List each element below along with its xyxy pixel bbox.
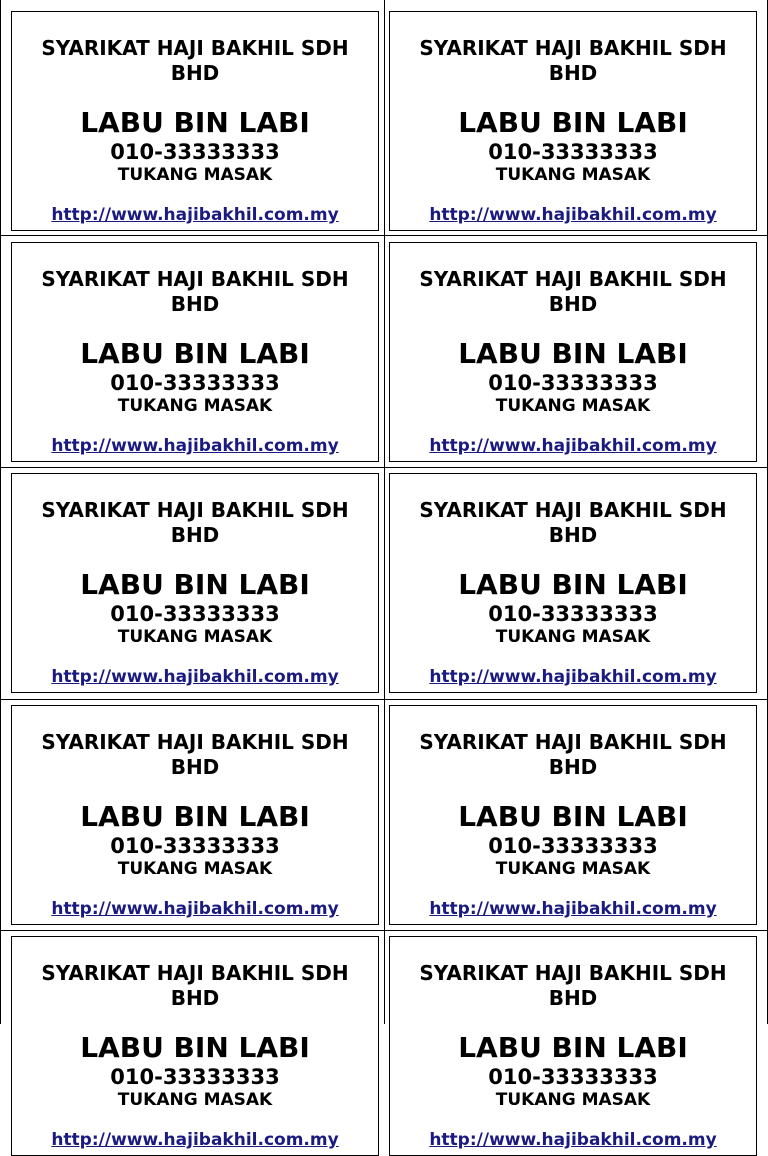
person-name: LABU BIN LABI — [80, 106, 310, 139]
job-title: TUKANG MASAK — [495, 1090, 651, 1110]
website-link[interactable]: http://www.hajibakhil.com.my — [51, 1130, 339, 1150]
job-title: TUKANG MASAK — [495, 859, 651, 879]
company-name: SYARIKAT HAJI BAKHIL SDH BHD — [41, 36, 349, 85]
row-divider-4 — [1, 930, 768, 931]
company-name: SYARIKAT HAJI BAKHIL SDH BHD — [41, 267, 349, 316]
row-divider-1 — [1, 235, 768, 236]
phone-number: 010-33333333 — [488, 371, 658, 395]
business-card — [389, 473, 757, 693]
website-link[interactable]: http://www.hajibakhil.com.my — [51, 667, 339, 687]
person-name: LABU BIN LABI — [80, 800, 310, 833]
phone-number: 010-33333333 — [110, 834, 280, 858]
website-link[interactable]: http://www.hajibakhil.com.my — [429, 899, 717, 919]
website-link[interactable]: http://www.hajibakhil.com.my — [429, 667, 717, 687]
business-card — [389, 936, 757, 1156]
company-name: SYARIKAT HAJI BAKHIL SDH BHD — [419, 961, 727, 1010]
job-title: TUKANG MASAK — [117, 396, 273, 416]
phone-number: 010-33333333 — [110, 140, 280, 164]
website-link[interactable]: http://www.hajibakhil.com.my — [51, 436, 339, 456]
business-card — [11, 936, 379, 1156]
company-name: SYARIKAT HAJI BAKHIL SDH BHD — [419, 730, 727, 779]
row-divider-2 — [1, 467, 768, 468]
business-card — [11, 11, 379, 231]
phone-number: 010-33333333 — [488, 602, 658, 626]
person-name: LABU BIN LABI — [80, 1031, 310, 1064]
company-name: SYARIKAT HAJI BAKHIL SDH BHD — [419, 498, 727, 547]
person-name: LABU BIN LABI — [80, 568, 310, 601]
business-card — [389, 242, 757, 462]
row-divider-3 — [1, 699, 768, 700]
phone-number: 010-33333333 — [110, 602, 280, 626]
phone-number: 010-33333333 — [110, 371, 280, 395]
website-link[interactable]: http://www.hajibakhil.com.my — [429, 205, 717, 225]
website-link[interactable]: http://www.hajibakhil.com.my — [429, 1130, 717, 1150]
phone-number: 010-33333333 — [488, 834, 658, 858]
business-card — [389, 11, 757, 231]
business-card — [11, 473, 379, 693]
business-card — [389, 705, 757, 925]
person-name: LABU BIN LABI — [458, 106, 688, 139]
website-link[interactable]: http://www.hajibakhil.com.my — [51, 205, 339, 225]
website-link[interactable]: http://www.hajibakhil.com.my — [51, 899, 339, 919]
job-title: TUKANG MASAK — [117, 1090, 273, 1110]
job-title: TUKANG MASAK — [495, 627, 651, 647]
person-name: LABU BIN LABI — [458, 800, 688, 833]
company-name: SYARIKAT HAJI BAKHIL SDH BHD — [419, 267, 727, 316]
column-divider — [384, 0, 385, 1024]
phone-number: 010-33333333 — [110, 1065, 280, 1089]
company-name: SYARIKAT HAJI BAKHIL SDH BHD — [41, 730, 349, 779]
website-link[interactable]: http://www.hajibakhil.com.my — [429, 436, 717, 456]
phone-number: 010-33333333 — [488, 1065, 658, 1089]
person-name: LABU BIN LABI — [458, 337, 688, 370]
job-title: TUKANG MASAK — [495, 165, 651, 185]
company-name: SYARIKAT HAJI BAKHIL SDH BHD — [419, 36, 727, 85]
job-title: TUKANG MASAK — [117, 627, 273, 647]
job-title: TUKANG MASAK — [495, 396, 651, 416]
person-name: LABU BIN LABI — [458, 568, 688, 601]
person-name: LABU BIN LABI — [458, 1031, 688, 1064]
phone-number: 010-33333333 — [488, 140, 658, 164]
company-name: SYARIKAT HAJI BAKHIL SDH BHD — [41, 498, 349, 547]
job-title: TUKANG MASAK — [117, 859, 273, 879]
business-card — [11, 705, 379, 925]
business-card — [11, 242, 379, 462]
person-name: LABU BIN LABI — [80, 337, 310, 370]
job-title: TUKANG MASAK — [117, 165, 273, 185]
company-name: SYARIKAT HAJI BAKHIL SDH BHD — [41, 961, 349, 1010]
